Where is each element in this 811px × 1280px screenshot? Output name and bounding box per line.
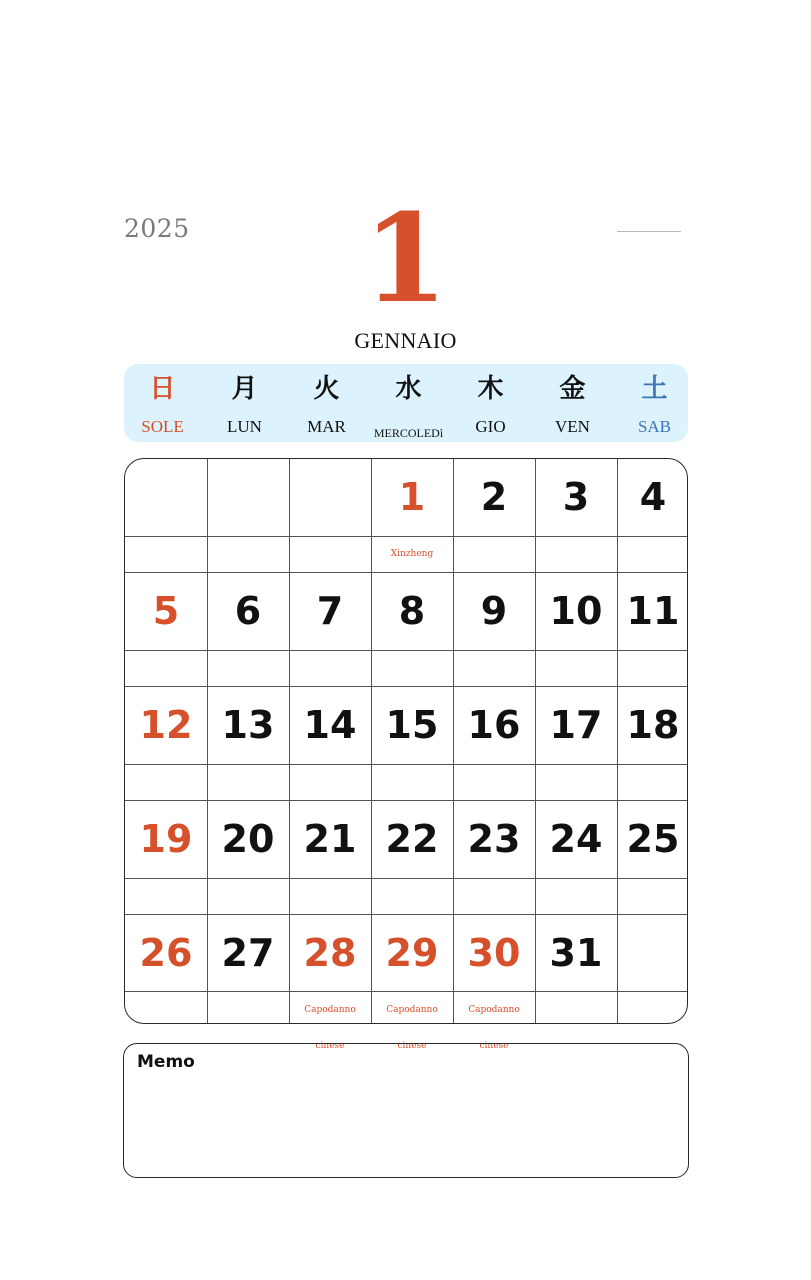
day-number[interactable]: 13 [221, 703, 275, 747]
day-note [453, 650, 535, 686]
day-number[interactable] [617, 915, 689, 991]
weekday-label: MAR [307, 417, 346, 436]
day-note [535, 650, 617, 686]
memo-box[interactable] [123, 1043, 689, 1178]
day-number[interactable]: 2 [480, 475, 508, 519]
day-note: Xinzheng [390, 549, 434, 559]
day-note [125, 764, 207, 800]
day-number[interactable]: 1 [398, 475, 426, 519]
day-number[interactable]: 11 [626, 589, 680, 633]
calendar-grid [124, 458, 688, 1051]
day-number[interactable]: 15 [385, 703, 439, 747]
day-number[interactable]: 17 [549, 703, 603, 747]
day-note [289, 536, 371, 572]
day-number[interactable]: 22 [385, 817, 439, 861]
day-number[interactable]: 30 [467, 931, 521, 975]
weekday-kanji: 日 [149, 374, 176, 404]
day-note [125, 536, 207, 572]
day-number[interactable]: 4 [639, 475, 667, 519]
day-number[interactable]: 14 [303, 703, 357, 747]
weekday-kanji: 月 [231, 374, 258, 404]
year-label: 2025 [124, 214, 190, 243]
day-number[interactable]: 25 [626, 817, 680, 861]
day-number[interactable]: 29 [385, 931, 439, 975]
weekday-6 [614, 364, 695, 442]
day-number[interactable]: 27 [221, 931, 275, 975]
day-number[interactable]: 26 [139, 931, 193, 975]
weekday-kanji: 金 [559, 374, 586, 404]
day-note [535, 764, 617, 800]
day-note [371, 650, 453, 686]
memo-label: Memo [137, 1052, 195, 1072]
day-note: Capodanno cinese [304, 1005, 356, 1051]
day-number[interactable]: 8 [398, 589, 426, 633]
day-note [453, 878, 535, 914]
day-note [125, 878, 207, 914]
day-number[interactable]: 19 [139, 817, 193, 861]
month-name: GENNAIO [354, 328, 457, 353]
day-note: Capodanno cinese [468, 1005, 520, 1051]
day-note [617, 878, 689, 914]
weekday-0 [122, 364, 203, 442]
day-note [207, 878, 289, 914]
weekday-kanji: 木 [477, 374, 504, 404]
day-number[interactable]: 18 [626, 703, 680, 747]
day-note [207, 536, 289, 572]
day-note [289, 764, 371, 800]
weekday-label: MERCOLEDì [373, 426, 444, 440]
day-note: Capodanno cinese [386, 1005, 438, 1051]
day-note [125, 992, 207, 1028]
day-note [617, 536, 689, 572]
weekday-label: SOLE [141, 417, 184, 436]
day-note [289, 878, 371, 914]
day-note [535, 878, 617, 914]
day-number[interactable]: 9 [480, 589, 508, 633]
weekday-3 [368, 364, 449, 442]
weekday-1 [204, 364, 285, 442]
day-note [617, 650, 689, 686]
day-number[interactable]: 16 [467, 703, 521, 747]
day-note [125, 650, 207, 686]
day-note [617, 992, 689, 1028]
weekday-label: VEN [555, 417, 590, 436]
weekday-header [124, 364, 688, 442]
weekday-kanji: 土 [641, 374, 668, 404]
day-note [207, 992, 289, 1028]
day-number[interactable] [289, 459, 371, 535]
day-note [535, 992, 617, 1028]
weekday-4 [450, 364, 531, 442]
day-number[interactable]: 5 [152, 589, 180, 633]
day-number[interactable]: 10 [549, 589, 603, 633]
day-note [371, 764, 453, 800]
day-number[interactable] [125, 459, 207, 535]
weekday-kanji: 水 [395, 374, 422, 404]
weekday-label: SAB [637, 417, 672, 436]
weekday-2 [286, 364, 367, 442]
day-number[interactable]: 7 [316, 589, 344, 633]
day-number[interactable] [207, 459, 289, 535]
day-note [207, 764, 289, 800]
weekday-5 [532, 364, 613, 442]
day-number[interactable]: 12 [139, 703, 193, 747]
weekday-kanji: 火 [313, 374, 340, 404]
day-note [535, 536, 617, 572]
day-number[interactable]: 3 [562, 475, 590, 519]
day-number[interactable]: 6 [234, 589, 262, 633]
day-number[interactable]: 28 [303, 931, 357, 975]
weekday-label: LUN [227, 417, 262, 436]
day-note [289, 650, 371, 686]
day-number[interactable]: 23 [467, 817, 521, 861]
day-number[interactable]: 21 [303, 817, 357, 861]
weekday-label: GIO [475, 417, 506, 436]
day-number[interactable]: 20 [221, 817, 275, 861]
day-note [371, 878, 453, 914]
day-number[interactable]: 31 [549, 931, 603, 975]
day-note [617, 764, 689, 800]
day-note [453, 764, 535, 800]
day-number[interactable]: 24 [549, 817, 603, 861]
day-note [207, 650, 289, 686]
month-number: 1 [363, 186, 448, 330]
day-note [453, 536, 535, 572]
